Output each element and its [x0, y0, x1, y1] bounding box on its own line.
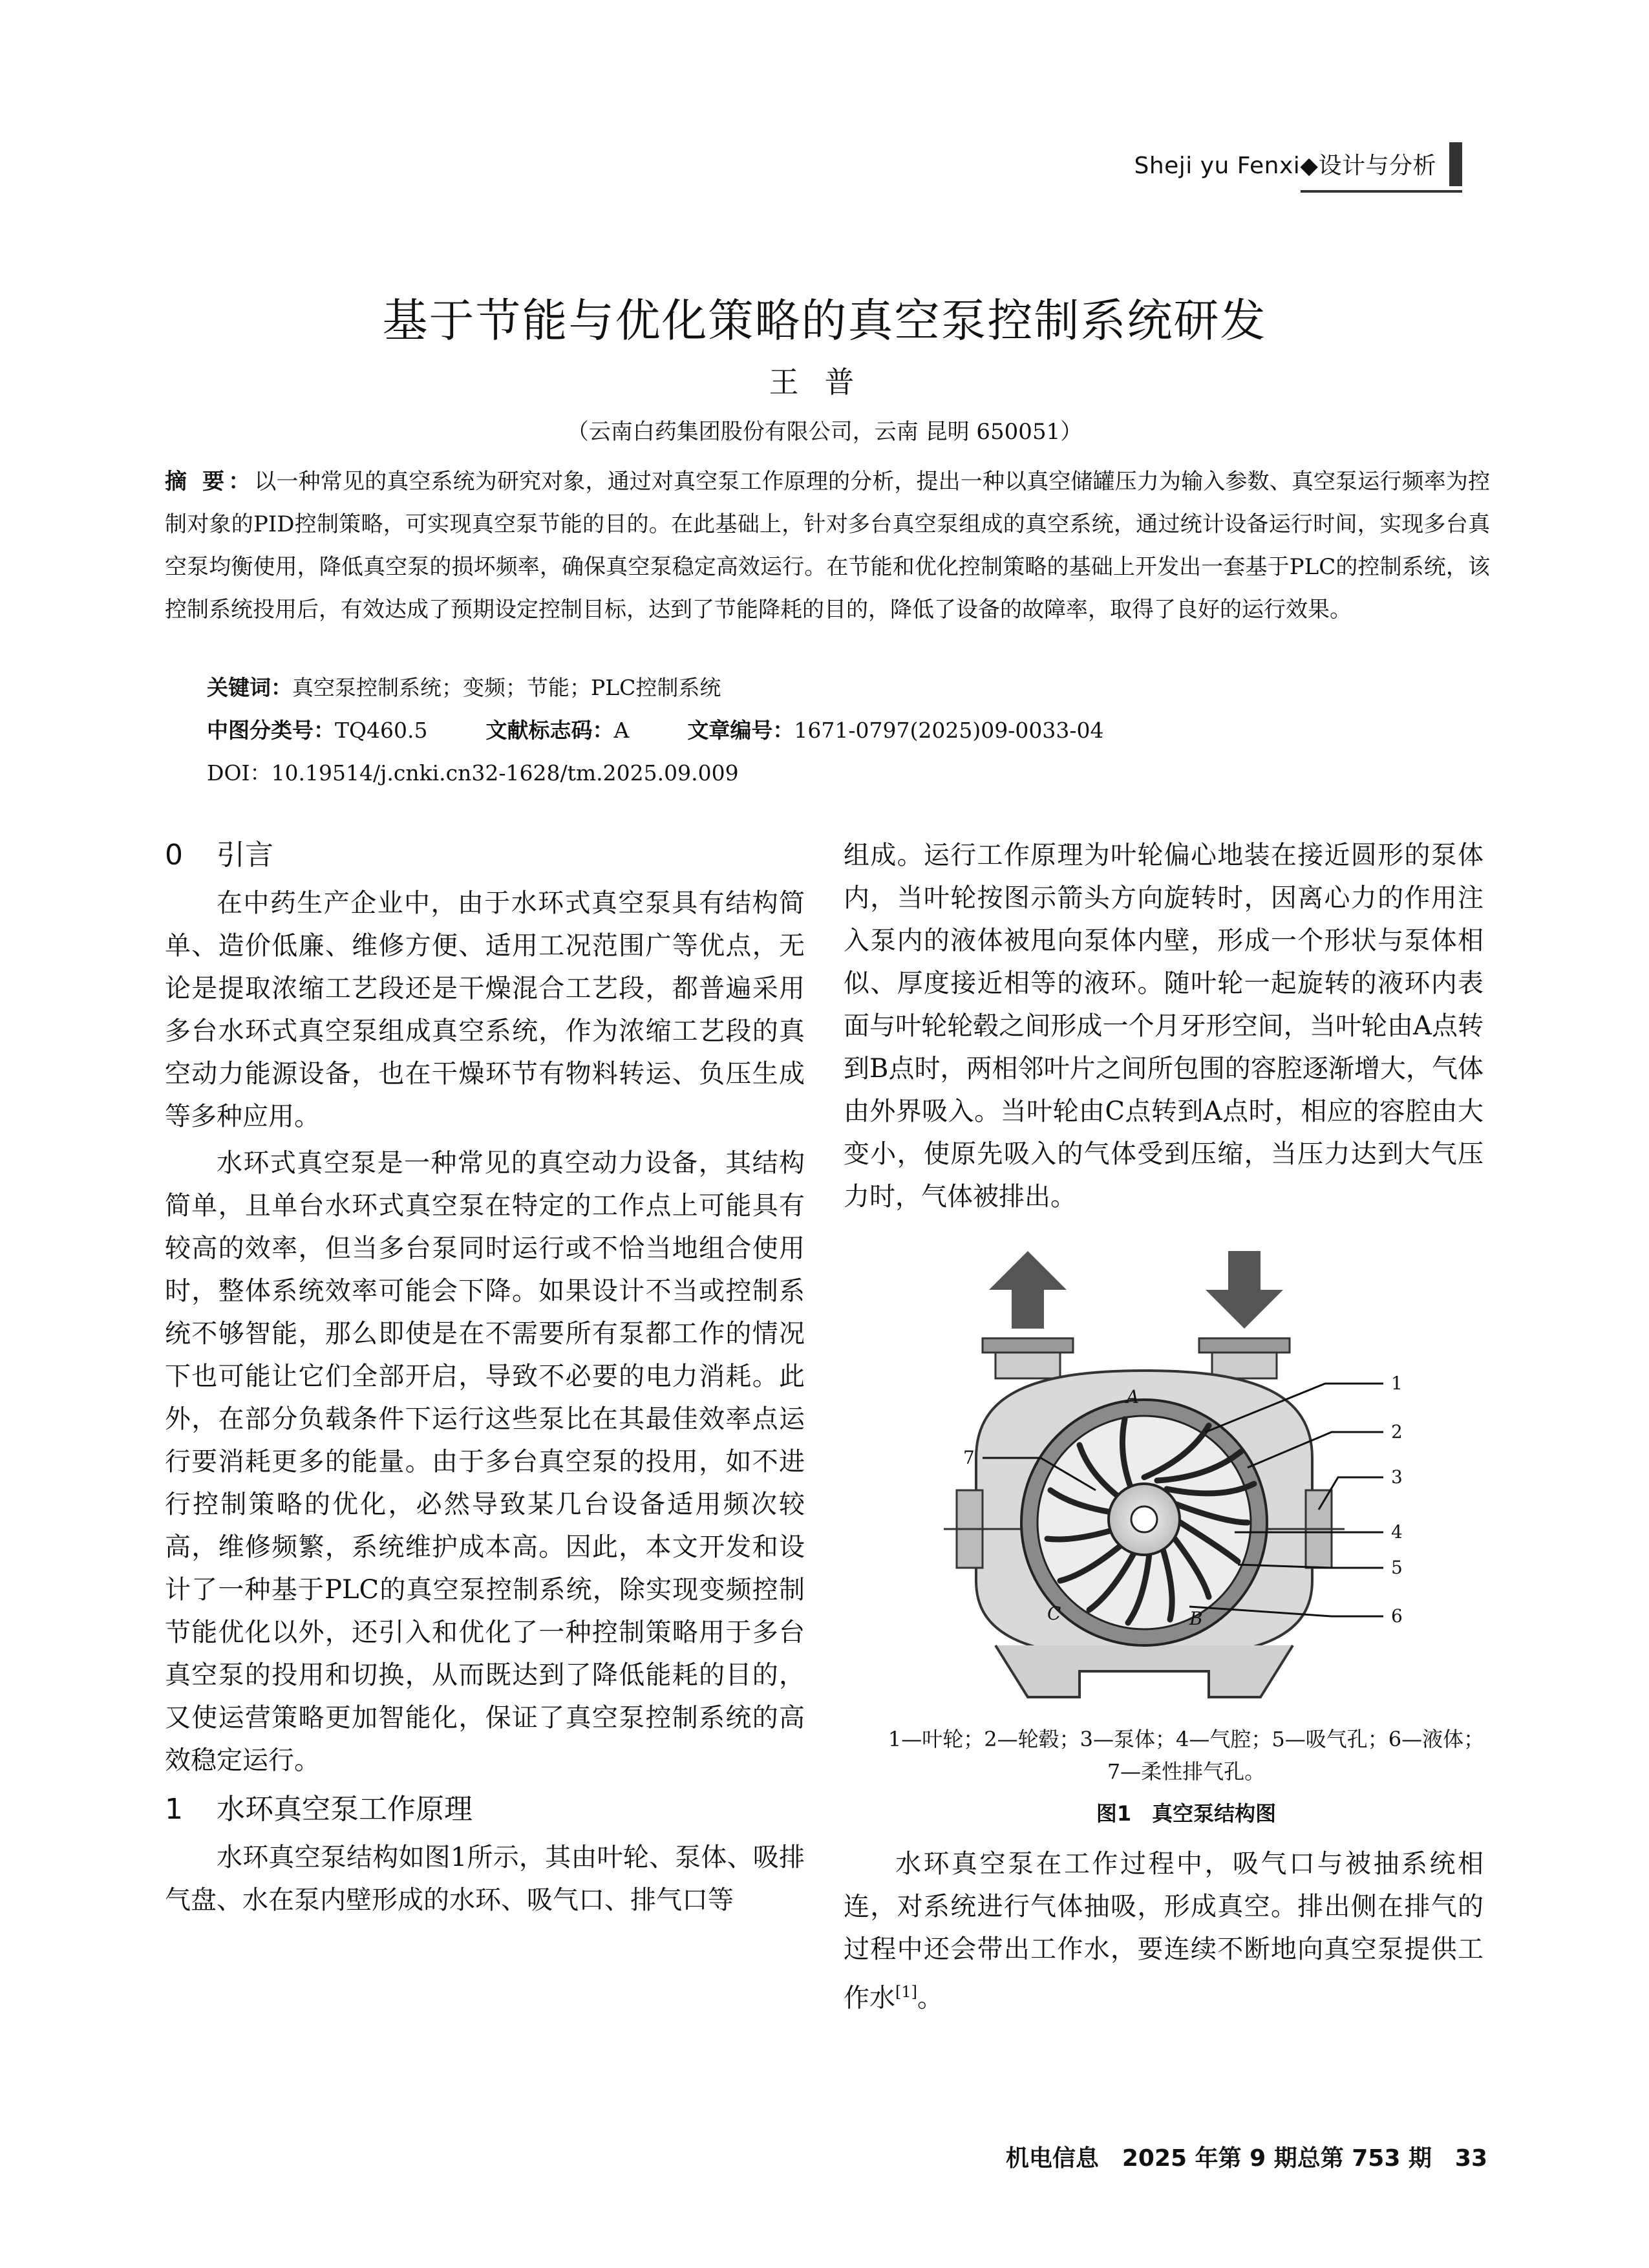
keywords-label: 关键词： [207, 675, 292, 700]
section-0-heading [165, 834, 805, 877]
section-1-number: 1 [165, 1793, 183, 1826]
vacuum-pump-diagram [931, 1245, 1435, 1710]
inlet-arrow-icon [1206, 1251, 1283, 1329]
principle-paragraph-3 [844, 1843, 1484, 2019]
callout-6: 6 [1391, 1605, 1403, 1627]
doc-code-value: A [613, 718, 630, 743]
page-footer: 机电信息 2025 年第 9 期总第 753 期 33 [1005, 2145, 1487, 2172]
right-column-top [844, 834, 1484, 1218]
doi-line [207, 756, 739, 787]
intro-paragraph-2: 水环式真空泵是一种常见的真空动力设备，其结构简单，且单台水环式真空泵在特定的工作点上可能具有较高的效率，但当多台泵同时运行或不恰当地组合使用时，整体系统效率可能会下降。如果设计不当或控制系统不够智能，那么即使是在不需要所有泵都工作的情况下也可能让它们全部开启，导致不必要的电力消耗。此外，在部分负载条件下运行这些泵比在其最佳效率点运行要消耗更多的能量。由于多台真空泵的投用，如不进行控制策略的优化，必然导致某几台设备适用频次较高，维修频繁，系统维护成本高。因此，本文开发和设计了一种基于PLC的真空泵控制系统，除实现变频控制节能优化以外，还引入和优化了一种控制策略用于多台真空泵的投用和切换，从而既达到了降低能耗的目的，又使运营策略更加智能化，保证了真空泵控制系统的高效稳定运行。 [165, 1148, 805, 1775]
article-number-label: 文章编号： [687, 718, 794, 743]
abstract-text: 以一种常见的真空系统为研究对象，通过对真空泵工作原理的分析，提出一种以真空储罐压力为输入参数、真空泵运行频率为控制对象的PID控制策略，可实现真空泵节能的目的。在此基础上，针对多台真空泵组成的真空系统，通过统计设备运行时间，实现多台真空泵均衡使用，降低真空泵的损坏频率，确保真空泵稳定高效运行。在节能和优化控制策略的基础上开发出一套基于PLC的控制系统，该控制系统投用后，有效达成了预期设定控制目标，达到了节能降耗的目的，降低了设备的故障率，取得了良好的运行效果。 [165, 469, 1490, 623]
section-1-heading [165, 1788, 805, 1831]
principle-paragraph-2: 组成。运行工作原理为叶轮偏心地装在接近圆形的泵体内，当叶轮按图示箭头方向旋转时，因离心力的作用注入泵内的液体被甩向泵体内壁，形成一个形状与泵体相似、厚度接近相等的液环。随叶轮一起旋转的液环内表面与叶轮轮毂之间形成一个月牙形空间，当叶轮由A点转到B点时，两相邻叶片之间所包围的容腔逐渐增大，气体由外界吸入。当叶轮由C点转到A点时，相应的容腔由大变小，使原先吸入的气体受到压缩，当压力达到大气压力时，气体被排出。 [844, 840, 1484, 1212]
inlet-flange [1199, 1338, 1290, 1353]
abstract [165, 460, 1490, 631]
callout-1: 1 [1391, 1373, 1403, 1394]
left-column [165, 834, 805, 1921]
outlet-arrow-icon [989, 1251, 1067, 1329]
section-1-title: 水环真空泵工作原理 [217, 1793, 473, 1826]
point-label-b: B [1189, 1608, 1203, 1629]
point-label-c: C [1047, 1603, 1061, 1624]
running-header [1134, 142, 1462, 194]
callout-5: 5 [1391, 1557, 1403, 1578]
callout-4: 4 [1391, 1521, 1403, 1543]
reference-1: [1] [895, 1983, 917, 2001]
classification-line [207, 714, 1104, 744]
author-name: 王普 [769, 365, 880, 400]
running-header-text: Sheji yu Fenxi◆设计与分析 [1134, 153, 1436, 179]
figure-legend-line-1: 1—叶轮；2—轮毂；3—泵体；4—气腔；5—吸气孔；6—液体； [888, 1727, 1485, 1751]
figure-legend-line-2: 7—柔性排气孔。 [1107, 1759, 1266, 1784]
abstract-label: 摘 要： [165, 469, 255, 495]
section-0-title: 引言 [217, 839, 273, 872]
point-label-a: A [1126, 1386, 1140, 1407]
section-0-number: 0 [165, 839, 183, 872]
callout-7: 7 [963, 1447, 975, 1468]
outlet-flange [983, 1338, 1073, 1353]
right-column-bottom [844, 1843, 1484, 2019]
callout-2: 2 [1391, 1421, 1403, 1442]
affiliation: （云南白药集团股份有限公司，云南 昆明 650051） [566, 419, 1083, 445]
doi-value: 10.19514/j.cnki.cn32-1628/tm.2025.09.009 [271, 760, 739, 786]
principle-paragraph-1: 水环真空泵结构如图1所示，其由叶轮、泵体、吸排气盘、水在泵内壁形成的水环、吸气口、排气口等 [165, 1843, 805, 1915]
callout-3: 3 [1391, 1466, 1403, 1488]
figure-title: 图1 真空泵结构图 [1096, 1801, 1277, 1826]
running-header-bar [1449, 142, 1462, 186]
clc-value: TQ460.5 [335, 718, 428, 743]
keywords-text: 真空泵控制系统；变频；节能；PLC控制系统 [292, 675, 721, 700]
keywords [207, 671, 721, 701]
paper-title: 基于节能与优化策略的真空泵控制系统研发 [382, 294, 1267, 347]
doc-code-label: 文献标志码： [485, 718, 614, 743]
principle-paragraph-3-end: 。 [917, 1983, 943, 2013]
doi-label: DOI： [207, 760, 271, 786]
article-number-value: 1671-0797(2025)09-0033-04 [794, 718, 1104, 743]
clc-label: 中图分类号： [207, 718, 335, 743]
running-header-rule [1301, 190, 1462, 193]
intro-paragraph-1: 在中药生产企业中，由于水环式真空泵具有结构简单、造价低廉、维修方便、适用工况范围广等优点，无论是提取浓缩工艺段还是干燥混合工艺段，都普遍采用多台水环式真空泵组成真空系统，作为浓缩工艺段的真空动力能源设备，也在干燥环节有物料转运、负压生成等多种应用。 [165, 888, 805, 1131]
figure-legend [834, 1723, 1538, 1788]
principle-paragraph-3-text: 水环真空泵在工作过程中，吸气口与被抽系统相连，对系统进行气体抽吸，形成真空。排出侧在排气的过程中还会带出工作水，要连续不断地向真空泵提供工作水 [844, 1849, 1484, 2013]
